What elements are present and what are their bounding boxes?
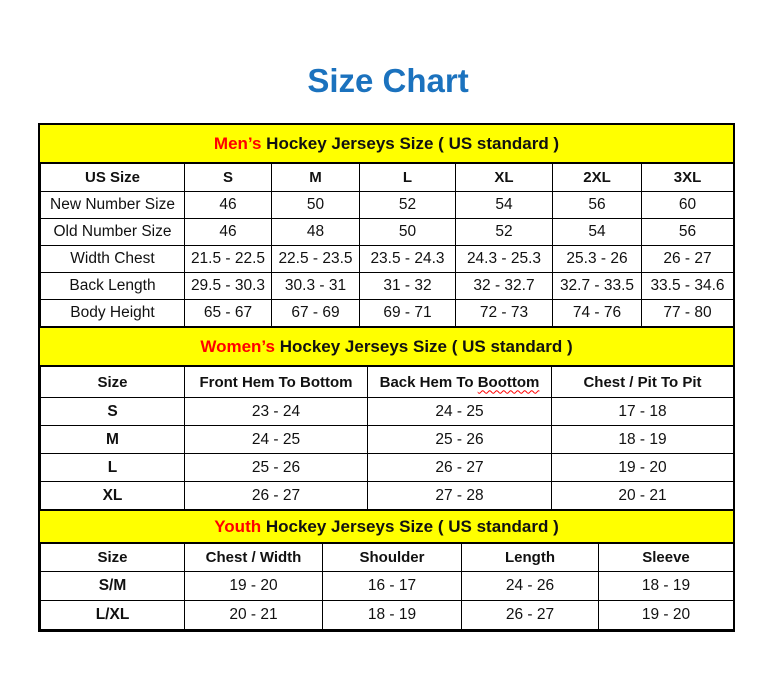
mens-section-header [40,125,733,163]
size-chart-container [38,123,735,632]
column-header: Front Hem To Bottom [185,367,368,398]
column-header: 2XL [553,164,642,192]
size-value-cell: 24 - 25 [368,398,552,426]
row-label: S/M [41,572,185,601]
size-value-cell: 18 - 19 [552,426,734,454]
size-value-cell: 17 - 18 [552,398,734,426]
size-value-cell: 30.3 - 31 [272,273,360,300]
size-value-cell: 50 [272,192,360,219]
size-value-cell: 72 - 73 [456,300,553,327]
size-value-cell: 26 - 27 [368,454,552,482]
column-header-prefix: Back Hem To [379,373,478,391]
size-value-cell: 46 [185,219,272,246]
size-value-cell: 32.7 - 33.5 [553,273,642,300]
column-header: Shoulder [323,544,462,572]
size-value-cell: 74 - 76 [553,300,642,327]
size-value-cell: 29.5 - 30.3 [185,273,272,300]
table-row [41,192,734,219]
size-value-cell: 48 [272,219,360,246]
row-label: New Number Size [41,192,185,219]
womens-section-highlight: Women’s [200,337,275,356]
mens-header-row [41,164,734,192]
size-value-cell: 20 - 21 [185,601,323,630]
row-label: L/XL [41,601,185,630]
size-value-cell: 60 [642,192,734,219]
table-row [41,273,734,300]
size-value-cell: 23.5 - 24.3 [360,246,456,273]
size-value-cell: 56 [642,219,734,246]
table-row [41,398,734,426]
column-header: Length [462,544,599,572]
row-label: L [41,454,185,482]
size-value-cell: 32 - 32.7 [456,273,553,300]
size-value-cell: 18 - 19 [599,572,734,601]
size-value-cell: 46 [185,192,272,219]
column-header: Size [41,367,185,398]
column-header: M [272,164,360,192]
size-value-cell: 25 - 26 [368,426,552,454]
table-row [41,426,734,454]
size-value-cell: 19 - 20 [599,601,734,630]
youth-size-table [40,543,734,630]
size-value-cell: 24 - 25 [185,426,368,454]
mens-section-highlight: Men’s [213,134,262,153]
size-value-cell: 19 - 20 [552,454,734,482]
column-header-with-typo [368,367,552,398]
youth-section-highlight: Youth [214,517,262,536]
misspelled-word: Boottom [477,373,540,391]
size-value-cell: 21.5 - 22.5 [185,246,272,273]
page-title: Size Chart [307,62,469,99]
size-value-cell: 50 [360,219,456,246]
womens-section-header-text: Hockey Jerseys Size ( US standard ) [274,337,573,356]
row-label: Old Number Size [41,219,185,246]
size-value-cell: 52 [360,192,456,219]
size-value-cell: 52 [456,219,553,246]
size-value-cell: 22.5 - 23.5 [272,246,360,273]
column-header: XL [456,164,553,192]
size-value-cell: 26 - 27 [462,601,599,630]
womens-section-header [40,327,733,366]
column-header: Chest / Width [185,544,323,572]
size-value-cell: 19 - 20 [185,572,323,601]
column-header: Sleeve [599,544,734,572]
size-value-cell: 16 - 17 [323,572,462,601]
size-value-cell: 20 - 21 [552,482,734,510]
column-header: Size [41,544,185,572]
column-header: L [360,164,456,192]
size-value-cell: 69 - 71 [360,300,456,327]
size-value-cell: 27 - 28 [368,482,552,510]
mens-section-header-text: Hockey Jerseys Size ( US standard ) [261,134,560,153]
size-value-cell: 33.5 - 34.6 [642,273,734,300]
womens-size-table [40,366,734,510]
row-label: Width Chest [41,246,185,273]
size-value-cell: 54 [553,219,642,246]
size-value-cell: 26 - 27 [185,482,368,510]
youth-section-header [40,510,733,543]
table-row [41,482,734,510]
youth-header-row [41,544,734,572]
size-value-cell: 31 - 32 [360,273,456,300]
size-value-cell: 56 [553,192,642,219]
table-row [41,454,734,482]
size-value-cell: 25 - 26 [185,454,368,482]
size-value-cell: 23 - 24 [185,398,368,426]
size-value-cell: 65 - 67 [185,300,272,327]
table-row [41,219,734,246]
row-label: S [41,398,185,426]
row-label: Body Height [41,300,185,327]
table-row [41,300,734,327]
table-row [41,601,734,630]
mens-size-table [40,163,734,327]
size-value-cell: 25.3 - 26 [553,246,642,273]
size-value-cell: 24 - 26 [462,572,599,601]
womens-header-row [41,367,734,398]
row-label: XL [41,482,185,510]
column-header: S [185,164,272,192]
table-row [41,572,734,601]
size-value-cell: 26 - 27 [642,246,734,273]
size-value-cell: 67 - 69 [272,300,360,327]
row-label: M [41,426,185,454]
table-row [41,246,734,273]
size-value-cell: 24.3 - 25.3 [456,246,553,273]
column-header: Chest / Pit To Pit [552,367,734,398]
size-value-cell: 54 [456,192,553,219]
size-value-cell: 77 - 80 [642,300,734,327]
row-label: Back Length [41,273,185,300]
size-value-cell: 18 - 19 [323,601,462,630]
column-header: 3XL [642,164,734,192]
youth-section-header-text: Hockey Jerseys Size ( US standard ) [261,517,559,536]
column-header: US Size [41,164,185,192]
